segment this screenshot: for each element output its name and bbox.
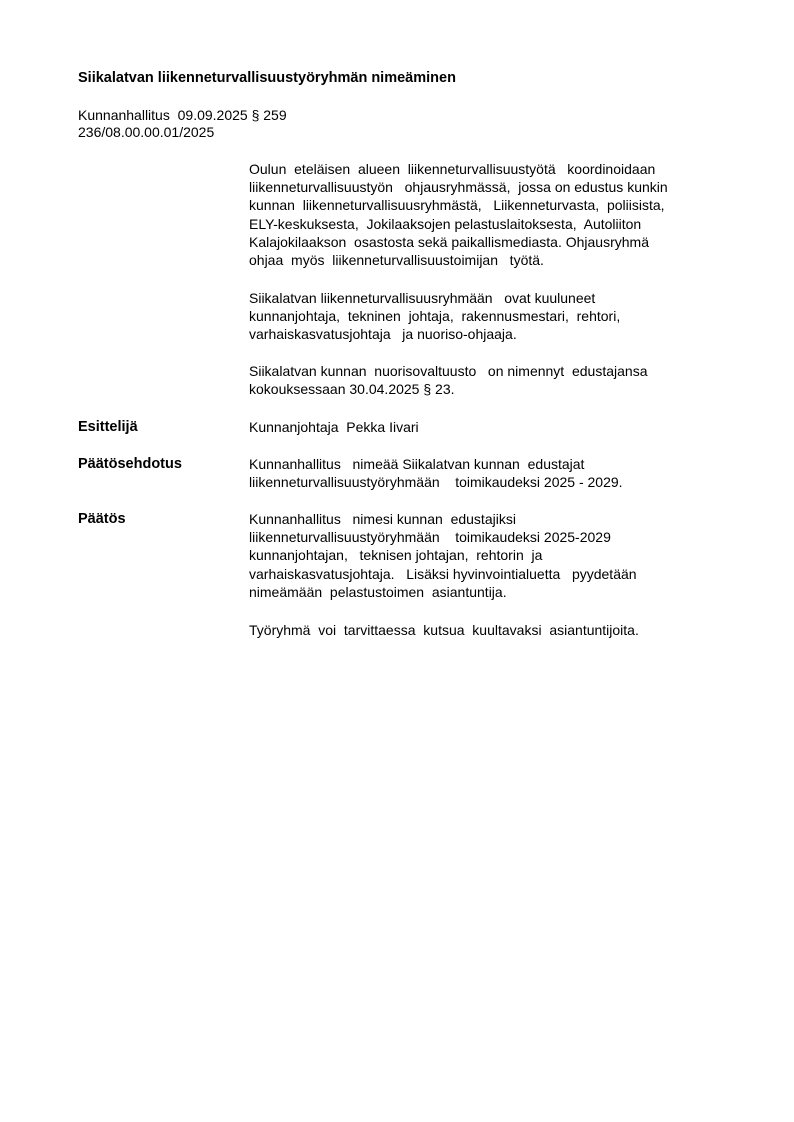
paatos-paragraph-1: [249, 510, 719, 601]
text-line: nimeämään pelastustoimen asiantuntija.: [249, 583, 507, 600]
text-line: Työryhmä voi tarvittaessa kutsua kuultavaksi asiantuntijoita.: [249, 622, 639, 638]
text-line: liikenneturvallisuustyön ohjausryhmässä, jossa on edustus kunkin: [249, 179, 668, 196]
text-line: Kunnanjohtaja Pekka Iivari: [249, 419, 419, 435]
text-line: kokouksessaan 30.04.2025 § 23.: [249, 381, 455, 398]
intro-paragraph-3: [249, 362, 719, 398]
text-line: varhaiskasvatusjohtaja ja nuoriso-ohjaaja.: [249, 326, 517, 343]
meeting-date-line: Kunnanhallitus 09.09.2025 § 259: [78, 107, 287, 123]
text-line: ohjaa myös liikenneturvallisuustoimijan työtä.: [249, 252, 544, 269]
text-line: Kunnanhallitus nimeää Siikalatvan kunnan edustajat: [249, 456, 585, 472]
text-line: kunnan liikenneturvallisuusryhmästä, Liikenneturvasta, poliisista,: [249, 197, 665, 214]
text-line: Kalajokilaakson osastosta sekä paikallismediasta. Ohjausryhmä: [249, 233, 649, 250]
text-line: kunnanjohtajan, teknisen johtajan, rehtorin ja: [249, 547, 543, 564]
text-line: liikenneturvallisuustyöryhmään toimikaudeksi 2025-2029: [249, 529, 611, 546]
text-line: Siikalatvan liikenneturvallisuusryhmään ovat kuuluneet: [249, 290, 596, 306]
text-line: varhaiskasvatusjohtaja. Lisäksi hyvinvointialuetta pyydetään: [249, 565, 637, 582]
intro-paragraph-2: [249, 289, 719, 344]
paatosehdotus-text: [249, 455, 719, 491]
paatos-label: Päätös: [78, 511, 126, 527]
document-title: Siikalatvan liikenneturvallisuustyöryhmän nimeäminen: [78, 70, 456, 86]
text-line: liikenneturvallisuustyöryhmään toimikaudeksi 2025 - 2029.: [249, 474, 623, 491]
paatos-paragraph-2: [249, 621, 719, 639]
paatosehdotus-label: Päätösehdotus: [78, 456, 182, 472]
record-number: 236/08.00.00.01/2025: [78, 124, 215, 140]
text-line: Kunnanhallitus nimesi kunnan edustajiksi: [249, 511, 516, 527]
text-line: kunnanjohtaja, tekninen johtaja, rakennusmestari, rehtori,: [249, 308, 621, 325]
text-line: ELY-keskuksesta, Jokilaaksojen pelastuslaitoksesta, Autoliiton: [249, 215, 642, 232]
esittelija-text: [249, 418, 719, 436]
text-line: Oulun eteläisen alueen liikenneturvallisuustyötä koordinoidaan: [249, 161, 656, 177]
text-line: Siikalatvan kunnan nuorisovaltuusto on nimennyt edustajansa: [249, 363, 648, 379]
esittelija-label: Esittelijä: [78, 419, 138, 435]
intro-paragraph-1: [249, 160, 719, 269]
meeting-reference: [78, 107, 287, 141]
